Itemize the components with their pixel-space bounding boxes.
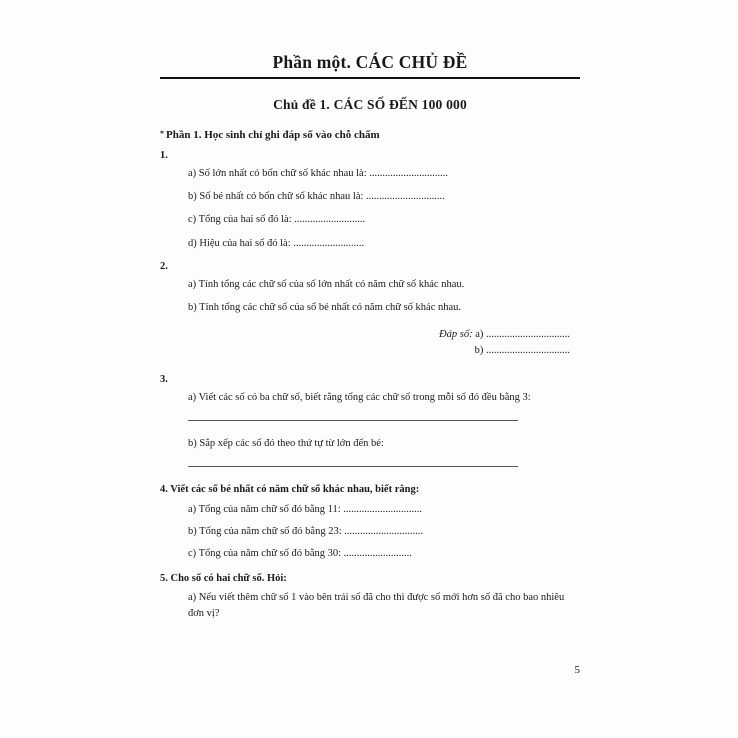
section-heading-text: Phần 1. Học sinh chỉ ghi đáp số vào chỗ chấm [166,129,380,141]
question-item: d) Hiệu của hai số đó là: ........................... [188,237,365,249]
page-content [160,52,580,626]
answer-value: b) ................................ [474,345,570,357]
question-item: a) Tổng của năm chữ số đó bằng 11: .............................. [188,503,423,515]
topic-title: Chủ đề 1. CÁC SỐ ĐẾN 100 000 [273,97,467,112]
question-item: b) Số bé nhất có bốn chữ số khác nhau là: .............................. [188,191,445,203]
question-item: b) Tổng của năm chữ số đó bằng 23: .............................. [188,526,424,538]
answer-row [160,345,570,356]
question-item: a) Nếu viết thêm chữ số 1 vào bên trái số đã cho thì được số mới hơn số đã cho bao nhiêu đơn vị? [188,592,565,620]
question-item: b) Tính tổng các chữ số của số bé nhất có năm chữ số khác nhau. [188,302,462,314]
answer-row [160,329,570,340]
answer-fill-line [160,410,580,424]
question-item: a) Tính tổng các chữ số của số lớn nhất có năm chữ số khác nhau. [188,278,465,290]
question-item: b) Sắp xếp các số đó theo thứ tự từ lớn đến bé: [188,438,384,450]
question-number: 1. [160,150,168,161]
page-number: 5 [574,664,580,676]
question-item: a) Viết các số có ba chữ số, biết rằng tổng các chữ số trong mỗi số đó đều bằng 3: [188,392,531,404]
blank-rule [188,410,518,421]
part-title: Phần một. CÁC CHỦ ĐỀ [272,52,468,72]
blank-rule [188,456,518,467]
answer-fill-line [160,456,580,470]
question-item: a) Số lớn nhất có bốn chữ số khác nhau là: .............................. [188,168,448,179]
section-heading [160,129,580,141]
question-item: c) Tổng của hai số đó là: ........................... [188,214,366,226]
question-stem: 4. Viết các số bé nhất có năm chữ số khác nhau, biết rằng: [160,483,420,495]
question-number: 2. [160,260,168,272]
answer-block [160,329,580,356]
answer-value: a) ................................ [475,329,570,341]
asterisk-icon: * [160,129,164,138]
title-divider [160,77,580,79]
question-stem: 5. Cho số có hai chữ số. Hỏi: [160,573,287,585]
question-number: 3. [160,374,168,386]
question-item: c) Tổng của năm chữ số đó bằng 30: .......................... [188,548,412,560]
answer-label: Đáp số: [439,329,473,341]
